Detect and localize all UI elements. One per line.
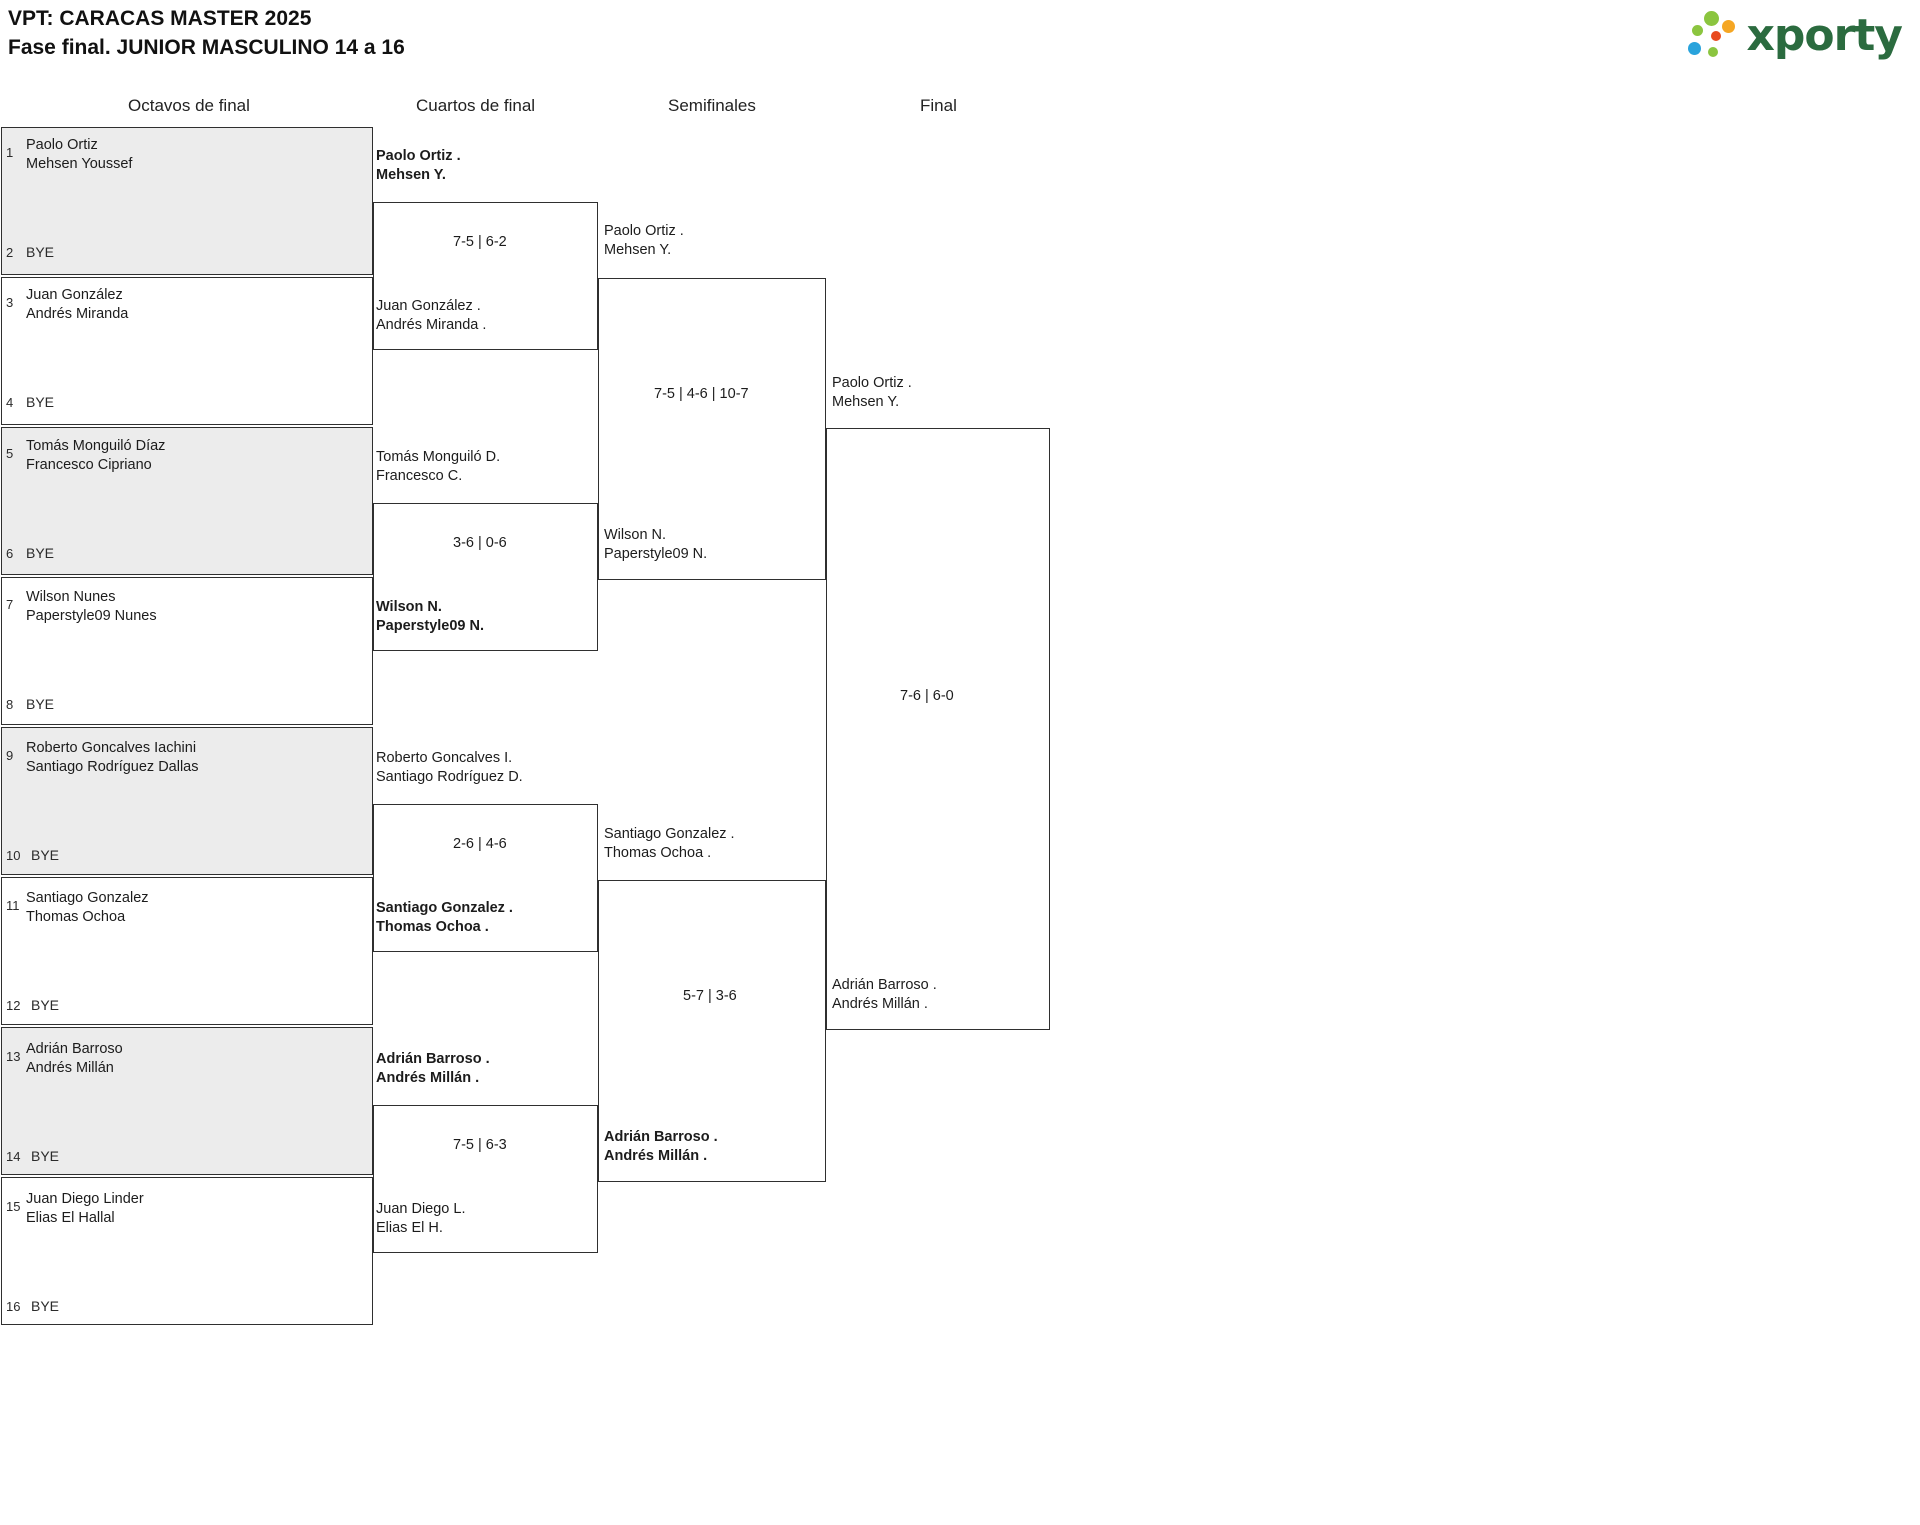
qf1-bottom-player-1: Juan González . bbox=[376, 298, 481, 314]
r16-player-1: Roberto Goncalves Iachini bbox=[26, 740, 197, 756]
r16-player-1: Juan González bbox=[26, 287, 123, 303]
qf3-top-player-2: Santiago Rodríguez D. bbox=[376, 769, 523, 785]
seed-number: 14 bbox=[6, 1149, 21, 1164]
qf3-top-player-1: Roberto Goncalves I. bbox=[376, 750, 513, 766]
r16-player-1: Paolo Ortiz bbox=[26, 137, 98, 153]
seed-number: 13 bbox=[6, 1049, 21, 1064]
round-header-final: Final bbox=[920, 96, 957, 115]
qf1-bottom-player-2: Andrés Miranda . bbox=[376, 317, 487, 333]
qf4-bottom-player-2: Elias El H. bbox=[376, 1220, 443, 1236]
r16-player-2: Andrés Miranda bbox=[26, 306, 129, 322]
r16-player-1: Wilson Nunes bbox=[26, 589, 116, 605]
bye-label: BYE bbox=[31, 1148, 60, 1164]
qf1-top-player-1: Paolo Ortiz . bbox=[376, 148, 461, 164]
qf4-top-player-1: Adrián Barroso . bbox=[376, 1051, 490, 1067]
r16-player-1: Tomás Monguiló Díaz bbox=[26, 438, 166, 454]
r16-player-2: Santiago Rodríguez Dallas bbox=[26, 759, 199, 775]
r16-player-2: Thomas Ochoa bbox=[26, 909, 126, 925]
sf1-top-player-1: Paolo Ortiz . bbox=[604, 223, 684, 239]
r16-player-2: Francesco Cipriano bbox=[26, 457, 152, 473]
qf2-top-player-2: Francesco C. bbox=[376, 468, 463, 484]
qf3-score: 2-6 | 4-6 bbox=[453, 836, 507, 852]
sf1-top-player-2: Mehsen Y. bbox=[604, 242, 672, 258]
qf1-score: 7-5 | 6-2 bbox=[453, 234, 507, 250]
page-header bbox=[0, 0, 1920, 80]
qf2-bottom-player-2: Paperstyle09 N. bbox=[376, 618, 485, 634]
qf1-top-player-2: Mehsen Y. bbox=[376, 167, 446, 183]
qf2-bottom-player-1: Wilson N. bbox=[376, 599, 442, 615]
qf3-bottom-player-1: Santiago Gonzalez . bbox=[376, 900, 513, 916]
seed-number: 11 bbox=[6, 898, 20, 913]
seed-number: 9 bbox=[6, 748, 14, 763]
seed-number: 15 bbox=[6, 1199, 21, 1214]
sf2-score: 5-7 | 3-6 bbox=[683, 988, 737, 1004]
seed-number: 10 bbox=[6, 848, 21, 863]
qf3-bottom-player-2: Thomas Ochoa . bbox=[376, 919, 489, 935]
qf4-bottom-player-1: Juan Diego L. bbox=[376, 1201, 466, 1217]
r16-player-1: Adrián Barroso bbox=[26, 1041, 123, 1057]
xporty-logo bbox=[1686, 8, 1902, 62]
seed-number: 12 bbox=[6, 998, 21, 1013]
r16-player-2: Mehsen Youssef bbox=[26, 156, 133, 172]
round-header-octavos: Octavos de final bbox=[128, 96, 250, 115]
final-top-player-1: Paolo Ortiz . bbox=[832, 375, 912, 391]
bye-label: BYE bbox=[26, 244, 55, 260]
r16-player-1: Juan Diego Linder bbox=[26, 1191, 144, 1207]
final-score: 7-6 | 6-0 bbox=[900, 688, 954, 704]
r16-player-2: Elias El Hallal bbox=[26, 1210, 115, 1226]
round-header-semifinales: Semifinales bbox=[668, 96, 756, 115]
sf2-top-player-2: Thomas Ochoa . bbox=[604, 845, 712, 861]
title-block bbox=[8, 4, 405, 62]
r16-player-1: Santiago Gonzalez bbox=[26, 890, 149, 906]
seed-number: 1 bbox=[6, 145, 14, 160]
seed-number: 8 bbox=[6, 697, 14, 712]
sf2-top-player-1: Santiago Gonzalez . bbox=[604, 826, 735, 842]
r16-player-2: Andrés Millán bbox=[26, 1060, 114, 1076]
tournament-subtitle: Fase final. JUNIOR MASCULINO 14 a 16 bbox=[8, 36, 405, 59]
sf2-bottom-player-1: Adrián Barroso . bbox=[604, 1129, 718, 1145]
seed-number: 16 bbox=[6, 1299, 21, 1314]
sf1-score: 7-5 | 4-6 | 10-7 bbox=[654, 386, 749, 402]
bye-label: BYE bbox=[26, 696, 55, 712]
qf2-score: 3-6 | 0-6 bbox=[453, 535, 507, 551]
bye-label: BYE bbox=[31, 1298, 60, 1314]
bye-label: BYE bbox=[26, 545, 55, 561]
seed-number: 6 bbox=[6, 546, 14, 561]
r16-player-2: Paperstyle09 Nunes bbox=[26, 608, 157, 624]
final-bottom-player-1: Adrián Barroso . bbox=[832, 977, 937, 993]
sf2-bottom-player-2: Andrés Millán . bbox=[604, 1148, 708, 1164]
logo-dots-icon bbox=[1686, 11, 1740, 59]
bye-label: BYE bbox=[26, 394, 55, 410]
sf1-bottom-player-2: Paperstyle09 N. bbox=[604, 546, 708, 562]
seed-number: 4 bbox=[6, 395, 14, 410]
seed-number: 3 bbox=[6, 295, 14, 310]
sf1-bottom-player-1: Wilson N. bbox=[604, 527, 667, 543]
seed-number: 7 bbox=[6, 597, 14, 612]
round-header-cuartos: Cuartos de final bbox=[416, 96, 536, 115]
final-top-player-2: Mehsen Y. bbox=[832, 394, 900, 410]
qf4-score: 7-5 | 6-3 bbox=[453, 1137, 507, 1153]
bye-label: BYE bbox=[31, 997, 60, 1013]
final-bottom-player-2: Andrés Millán . bbox=[832, 996, 928, 1012]
qf4-top-player-2: Andrés Millán . bbox=[376, 1070, 480, 1086]
tournament-title: VPT: CARACAS MASTER 2025 bbox=[8, 7, 312, 30]
seed-number: 5 bbox=[6, 446, 14, 461]
logo-wordmark: xporty bbox=[1746, 9, 1902, 61]
qf2-top-player-1: Tomás Monguiló D. bbox=[376, 449, 501, 465]
seed-number: 2 bbox=[6, 245, 14, 260]
final-match[interactable] bbox=[826, 428, 1050, 1030]
bye-label: BYE bbox=[31, 847, 60, 863]
